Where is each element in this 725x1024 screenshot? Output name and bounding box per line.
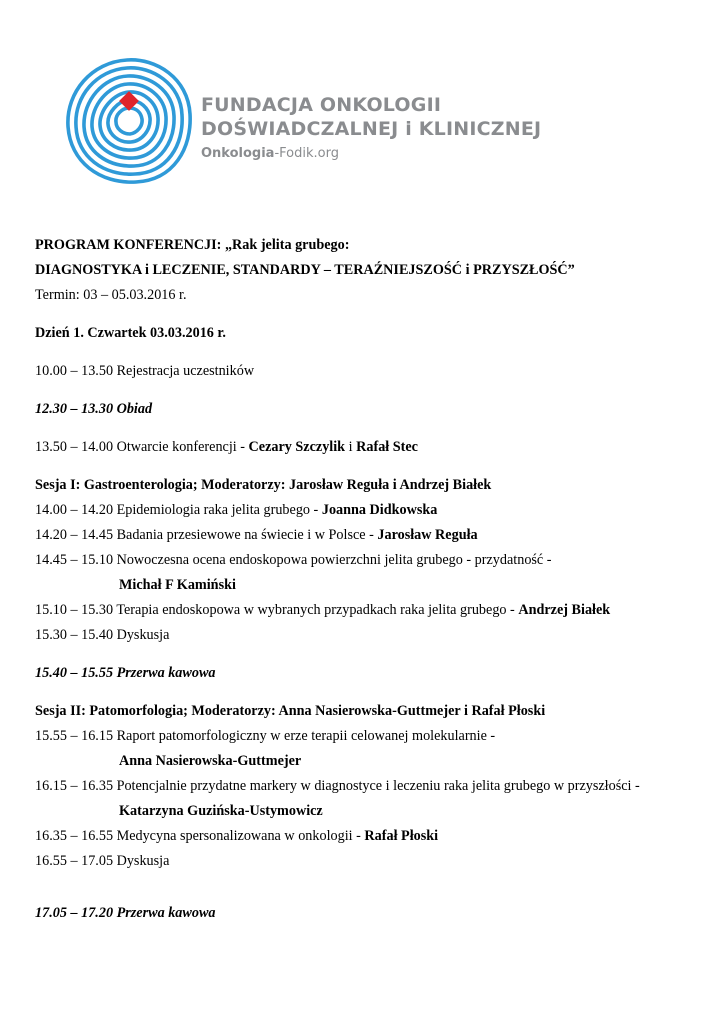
- session2-title: Sesja II: Patomorfologia; Moderatorzy: Anna Nasierowska-Guttmejer i Rafał Płoski: [35, 703, 546, 719]
- program-title-line2: DIAGNOSTYKA i LECZENIE, STANDARDY – TERAŹNIEJSZOŚĆ i PRZYSZŁOŚĆ”: [35, 262, 575, 278]
- site-rest: -Fodik.org: [274, 146, 339, 161]
- item-text: 15.10 – 15.30 Terapia endoskopowa w wybranych przypadkach raka jelita grubego -: [35, 602, 519, 618]
- opening-and: i: [345, 439, 357, 455]
- registration-item: 10.00 – 13.50 Rejestracja uczestników: [35, 363, 255, 379]
- schedule-item: 15.55 – 16.15 Raport patomorfologiczny w erze terapii celowanej molekularnie -: [35, 728, 496, 744]
- org-name-line1: FUNDACJA ONKOLOGII: [201, 94, 442, 116]
- schedule-item: 14.45 – 15.10 Nowoczesna ocena endoskopowa powierzchni jelita grubego - przydatność -: [35, 552, 552, 568]
- program-title-line1: PROGRAM KONFERENCJI: „Rak jelita grubego:: [35, 237, 350, 253]
- opening-speaker: Rafał Stec: [356, 439, 418, 455]
- opening-text: 13.50 – 14.00 Otwarcie konferencji -: [35, 439, 249, 455]
- foundation-logo: [64, 56, 194, 186]
- schedule-item: 16.15 – 16.35 Potencjalnie przydatne markery w diagnostyce i leczeniu raka jelita grubego w przyszłości -: [35, 778, 640, 794]
- schedule-item: 16.55 – 17.05 Dyskusja: [35, 853, 170, 869]
- site-bold: Onkologia: [201, 146, 275, 161]
- item-speaker: Michał F Kamiński: [119, 577, 236, 593]
- item-speaker: Jarosław Reguła: [377, 527, 478, 543]
- lunch-break: 12.30 – 13.30 Obiad: [35, 401, 153, 417]
- item-speaker: Katarzyna Guzińska-Ustymowicz: [119, 803, 323, 819]
- item-text: 14.00 – 14.20 Epidemiologia raka jelita grubego -: [35, 502, 322, 518]
- organization-name: [201, 93, 541, 165]
- schedule-item: [35, 526, 478, 544]
- item-speaker: Andrzej Białek: [518, 602, 611, 618]
- opening-speaker: Cezary Szczylik: [248, 439, 346, 455]
- item-speaker: Joanna Didkowska: [321, 502, 438, 518]
- schedule-item: [35, 501, 437, 519]
- item-speaker: Anna Nasierowska-Guttmejer: [119, 753, 302, 769]
- coffee-break: 15.40 – 15.55 Przerwa kawowa: [35, 665, 216, 681]
- org-name-line2: DOŚWIADCZALNEJ i KLINICZNEJ: [201, 118, 542, 140]
- session1-title: Sesja I: Gastroenterologia; Moderatorzy: Jarosław Reguła i Andrzej Białek: [35, 477, 492, 493]
- day1-heading: Dzień 1. Czwartek 03.03.2016 r.: [35, 325, 226, 341]
- item-speaker: Rafał Płoski: [364, 828, 439, 844]
- coffee-break: 17.05 – 17.20 Przerwa kawowa: [35, 905, 216, 921]
- opening-item: [35, 438, 418, 456]
- schedule-item: [35, 827, 438, 845]
- schedule-item: 15.30 – 15.40 Dyskusja: [35, 627, 170, 643]
- schedule-item: [35, 601, 610, 619]
- org-website: [201, 143, 541, 165]
- conference-dates: Termin: 03 – 05.03.2016 r.: [35, 287, 187, 303]
- item-text: 16.35 – 16.55 Medycyna spersonalizowana w onkologii -: [35, 828, 365, 844]
- item-text: 14.20 – 14.45 Badania przesiewowe na świecie i w Polsce -: [35, 527, 378, 543]
